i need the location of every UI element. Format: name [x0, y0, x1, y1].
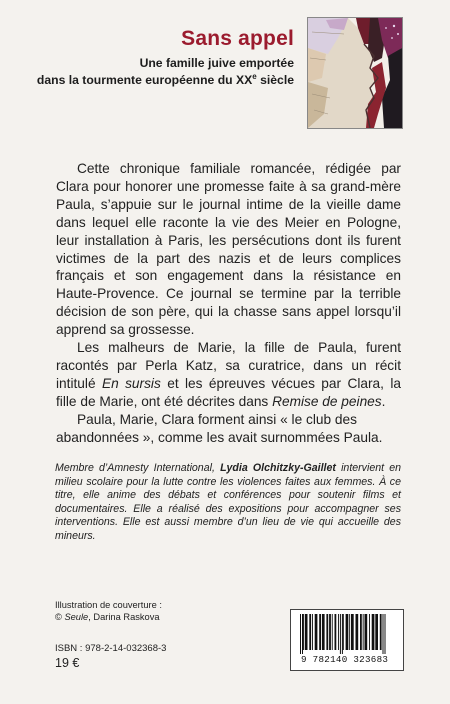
barcode-bars-icon: [296, 614, 398, 654]
author-name: Lydia Olchitzky-Gaillet: [220, 462, 336, 474]
book-title-en-sursis: En sursis: [101, 375, 161, 391]
credits-line-2: [55, 612, 255, 624]
subtitle-line-2: [34, 72, 294, 89]
author-bio: [55, 462, 401, 544]
book-title-remise-de-peines: Remise de peines: [272, 393, 382, 409]
artwork-title: Seule: [64, 611, 89, 622]
summary-paragraph-1: Cette chronique familiale romancée, rédigée par Clara pour honorer une promesse faite à sa grand-mère Paula, s’appuie sur le journal intime de la vieille dame dans lequel elle raconte la vie des Meier en Pologne, leur installation à Paris, les persécutions dont ils furent victimes de la part des nazis et de leurs complices français et son engagement dans la résistance en Haute-Provence. Ce journal se termine par la terrible décision de son père, qui la chasse sans appel lorsqu’il apprend sa grossesse.: [56, 161, 401, 338]
artist-name: , Darina Raskova: [88, 611, 160, 622]
book-summary: [56, 160, 401, 447]
barcode: [290, 609, 404, 671]
subtitle-line-2-end: siècle: [256, 73, 294, 87]
profile-painting-image: [308, 18, 402, 128]
cover-illustration-thumbnail: [307, 17, 403, 129]
illustration-credits: [55, 600, 255, 623]
book-title: Sans appel: [181, 27, 294, 50]
author-bio-lead: Membre d’Amnesty International,: [55, 462, 221, 474]
isbn-text: ISBN : 978-2-14-032368-3: [55, 643, 167, 654]
book-subtitle: [34, 55, 294, 89]
author-bio-text: intervient en milieu scolaire pour la lutte contre les violences faites aux femmes. À ce titre, elle anime des débats et conférences pour soutenir films et documentaires. Elle a réalisé des expositions pour accompagner ses interventions. Elle est aussi membre d’un lieu de vie qui accueille des mineurs.: [55, 462, 402, 542]
summary-paragraph-3: Paula, Marie, Clara forment ainsi « le club des abandonnées », comme les avait surnommées Paula.: [56, 411, 383, 445]
summary-paragraph-2: [56, 339, 401, 411]
subtitle-line-2-main: dans la tourmente européenne du XX: [36, 73, 253, 87]
price-text: 19 €: [55, 656, 80, 670]
summary-p2-text-c: .: [381, 393, 386, 409]
summary-p2-text-b: et les épreuves vécues par Clara, la fille de Marie, ont été décrites dans: [56, 375, 402, 409]
subtitle-line-1: Une famille juive emportée: [139, 56, 294, 70]
century-superscript: e: [252, 71, 257, 81]
credits-line-1: Illustration de couverture :: [55, 600, 162, 610]
barcode-digits: 9 782140 323683: [301, 654, 389, 665]
summary-p2-text-a: Les malheurs de Marie, la fille de Paula, furent racontés par Perla Katz, sa curatrice, dans un récit intitulé: [56, 340, 401, 391]
credits-copyright: ©: [55, 611, 65, 622]
